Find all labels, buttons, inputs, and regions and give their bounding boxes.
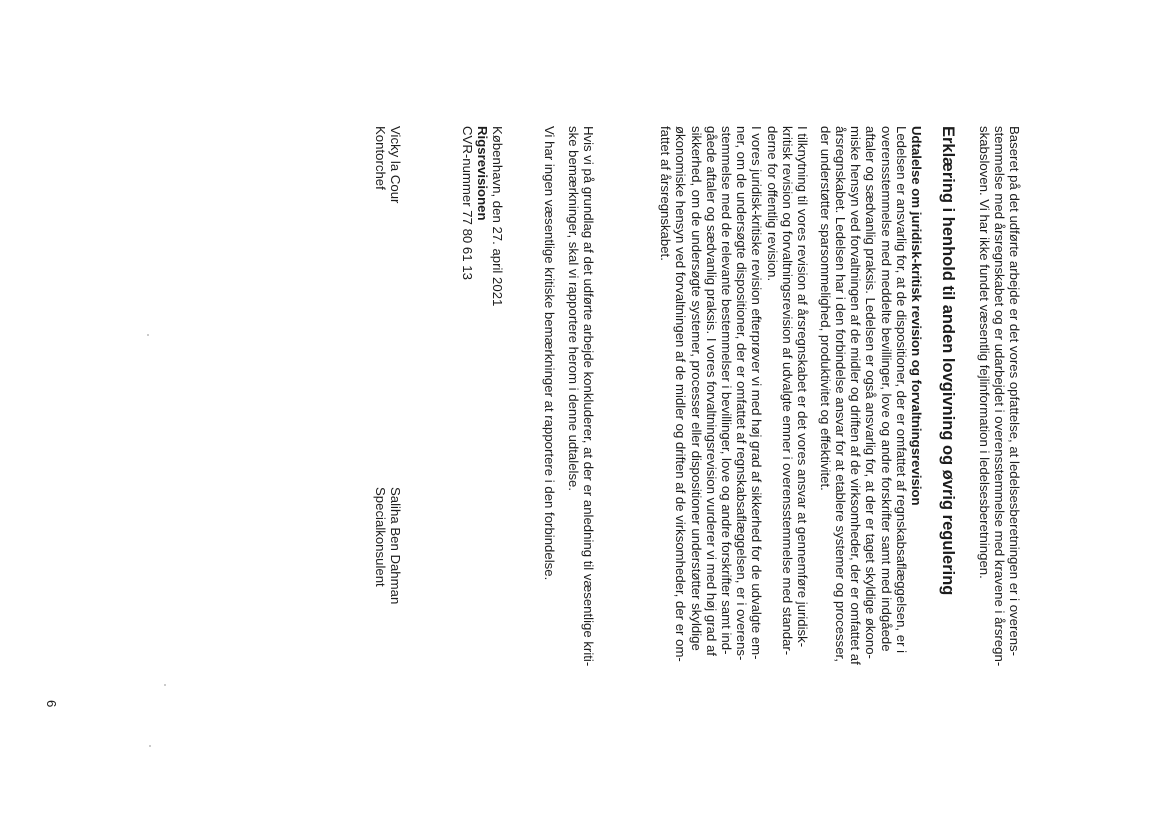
text-line: I tilknytning til vores revision af årsregnskabet er det vores ansvar at gennemføre juridisk- [795,126,810,648]
organization-name: Rigsrevisionen [474,126,490,221]
signatory-name: Saliha Ben Dahman [388,487,403,605]
page-number: 6 [44,700,59,708]
text-line: ske bemærkninger, skal vi rapportere herom i denne udtalelse. [565,126,581,492]
text-line: kritisk revision og forvaltningsrevision af udvalgte emner i overensstemmelse med standar- [779,126,795,656]
text-line: økonomiske hensyn ved forvaltningen af de midler og driften af de virksomheder, der er om- [673,126,689,662]
no-remarks-statement [542,126,557,580]
signatory-right [373,487,403,604]
cvr-number: CVR-nummer 77 80 61 13 [459,126,475,280]
conclusion-paragraph [566,126,596,666]
text-line: skabsloven. Vi har ikke fundet væsentlig fejlinformation i ledelsesberetningen. [976,126,992,579]
text-line: I vores juridisk-kritiske revision efterprøver vi med høj grad af sikkerhed for de udvalgte em- [749,126,765,660]
text-line: Hvis vi på grundlag af det udførte arbejde konkluderer, at der er anledning til væsentlige kriti- [581,126,596,667]
city-date: København, den 27. april 2021 [490,126,505,307]
signatory-name: Vicky la Cour [388,126,403,204]
management-responsibility-paragraph [818,126,924,665]
text-line: miske hensyn ved forvaltningen af de midler og driften af de virksomheder, der er omfattet af [848,126,864,665]
section-heading: Erklæring i henhold til anden lovgivning og øvrig regulering [939,126,957,596]
text-line: derne for offentlig revision. [764,126,780,282]
text-line: gåede aftaler og sædvanlig praksis. I vores forvaltningsrevision vurderer vi med høj grad af [703,126,719,656]
text-line: stemmelse med de relevante bestemmelser i bevillinger, love og andre forskrifter samt ind- [718,126,734,655]
text-line: stemmelse med årsregnskabet og er udarbejdet i overensstemmelse med kravene i årsregn- [991,126,1007,667]
scan-speck [164,684,166,686]
text-line: aftaler og sædvanlig praksis. Ledelsen er også ansvarlig for, at der er taget skyldige økono- [863,126,879,659]
signatory-left [373,126,403,203]
signatory-title: Specialkonsulent [372,487,388,587]
text-line: overensstemmelse med meddelte bevillinger, love og andre forskrifter samt med indgåede [878,126,894,652]
text-line: Ledelsen er ansvarlig for, at de dispositioner, der er omfattet af regnskabsaflæggelsen, er i [893,126,909,654]
text-line: der understøtter sparsommelighed, produktivitet og effektivitet. [817,126,833,491]
text-line: ner, om de undersøgte dispositioner, der er omfattet af regnskabsaflæggelsen, er i overens- [734,126,750,661]
auditor-responsibility-paragraph [658,126,810,662]
place-date-block [459,126,505,306]
text-line: Vi har ingen væsentlige kritiske bemærkninger at rapportere i den forbindelse. [542,126,557,581]
text-line: fattet af årsregnskabet. [658,126,674,261]
subheading: Udtalelse om juridisk-kritisk revision og forvaltningsrevision [909,126,924,506]
text-line: Baseret på det udførte arbejde er det vores opfattelse, at ledelsesberetningen er i overens- [1007,126,1022,657]
scan-speck [149,745,151,747]
signatory-title: Kontorchef [372,126,388,190]
text-line: årsregnskabet. Ledelsen har i den forbindelse ansvar for at etablere systemer og processer, [832,126,848,662]
text-line: sikkerhed, om de undersøgte systemer, processer eller dispositioner understøtter skyldige [688,126,704,651]
intro-paragraph [976,126,1022,666]
scan-speck [147,334,149,336]
